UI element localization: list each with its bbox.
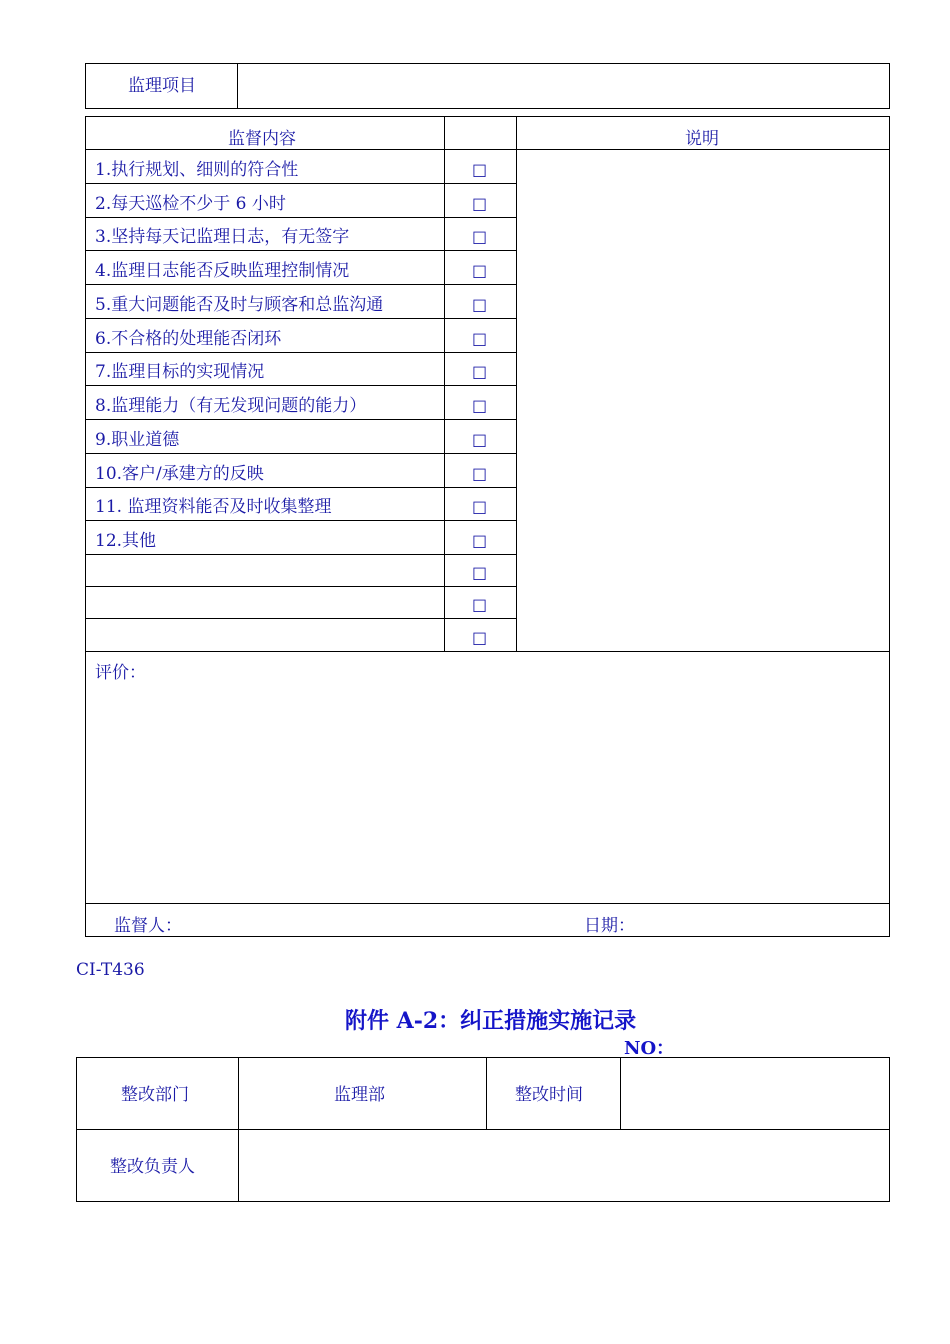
row-divider xyxy=(85,453,517,454)
correction-table xyxy=(76,1057,890,1202)
dept-value[interactable]: 监理部 xyxy=(334,1085,385,1105)
checklist-checkbox[interactable]: □ xyxy=(472,295,488,314)
evaluation-label: 评价： xyxy=(95,663,146,683)
checklist-checkbox[interactable]: □ xyxy=(472,227,488,246)
checklist-item-label: 7.监理目标的实现情况 xyxy=(95,362,265,382)
row-divider xyxy=(85,352,517,353)
checklist-checkbox[interactable]: □ xyxy=(472,396,488,415)
row-divider xyxy=(85,183,517,184)
correction-col-line-2 xyxy=(486,1058,487,1129)
checklist-item-label: 8.监理能力（有无发现问题的能力） xyxy=(95,396,367,416)
checklist-item-label: 9.职业道德 xyxy=(95,430,180,450)
checklist-item-label: 2.每天巡检不少于 6 小时 xyxy=(95,194,286,214)
checklist-item-label: 3.坚持每天记监理日志，有无签字 xyxy=(95,227,350,247)
form-code: CI-T436 xyxy=(76,960,145,980)
checklist-col-divider-2 xyxy=(516,116,517,651)
row-divider xyxy=(85,284,517,285)
no-label: NO： xyxy=(624,1038,675,1059)
checklist-checkbox[interactable]: □ xyxy=(472,628,488,647)
checklist-item-label: 4.监理日志能否反映监理控制情况 xyxy=(95,261,350,281)
checklist-item-label: 6.不合格的处理能否闭环 xyxy=(95,329,282,349)
row-divider xyxy=(85,385,517,386)
row-divider xyxy=(85,487,517,488)
col-note-header: 说明 xyxy=(685,129,719,149)
checklist-item-label: 11. 监理资料能否及时收集整理 xyxy=(95,497,332,517)
evaluation-area[interactable] xyxy=(90,690,885,900)
correction-col-line-3 xyxy=(620,1058,621,1129)
correction-col-line-1 xyxy=(238,1058,239,1201)
dept-label: 整改部门 xyxy=(121,1085,189,1105)
header-row-line xyxy=(85,149,890,150)
checklist-item-label: 5.重大问题能否及时与顾客和总监沟通 xyxy=(95,295,384,315)
owner-label: 整改负责人 xyxy=(110,1157,195,1177)
correction-row-line xyxy=(77,1129,889,1130)
checklist-checkbox[interactable]: □ xyxy=(472,563,488,582)
checklist-checkbox[interactable]: □ xyxy=(472,464,488,483)
checklist-checkbox[interactable]: □ xyxy=(472,261,488,280)
checklist-checkbox[interactable]: □ xyxy=(472,531,488,550)
project-divider xyxy=(237,64,238,108)
footer-top-line xyxy=(85,903,890,904)
project-label: 监理项目 xyxy=(128,76,196,96)
date-label: 日期： xyxy=(584,916,635,936)
note-area[interactable] xyxy=(518,151,888,649)
checklist-checkbox[interactable]: □ xyxy=(472,362,488,381)
row-divider xyxy=(85,586,517,587)
checklist-item-label: 12.其他 xyxy=(95,531,157,551)
evaluation-top-line xyxy=(85,651,890,652)
checklist-checkbox[interactable]: □ xyxy=(472,497,488,516)
project-table xyxy=(85,63,890,109)
checklist-col-divider-1 xyxy=(444,116,445,651)
checklist-item-label: 1.执行规划、细则的符合性 xyxy=(95,160,299,180)
row-divider xyxy=(85,520,517,521)
row-divider xyxy=(85,618,517,619)
time-label: 整改时间 xyxy=(515,1085,583,1105)
checklist-item-label: 10.客户/承建方的反映 xyxy=(95,464,264,484)
checklist-checkbox[interactable]: □ xyxy=(472,160,488,179)
checklist-checkbox[interactable]: □ xyxy=(472,430,488,449)
appendix-title: 附件 A-2：纠正措施实施记录 xyxy=(345,1008,637,1034)
row-divider xyxy=(85,318,517,319)
checklist-checkbox[interactable]: □ xyxy=(472,329,488,348)
row-divider xyxy=(85,419,517,420)
row-divider xyxy=(85,250,517,251)
col-content-header: 监督内容 xyxy=(228,129,296,149)
supervisor-label: 监督人： xyxy=(114,916,182,936)
checklist-checkbox[interactable]: □ xyxy=(472,194,488,213)
row-divider xyxy=(85,217,517,218)
checklist-checkbox[interactable]: □ xyxy=(472,595,488,614)
row-divider xyxy=(85,554,517,555)
